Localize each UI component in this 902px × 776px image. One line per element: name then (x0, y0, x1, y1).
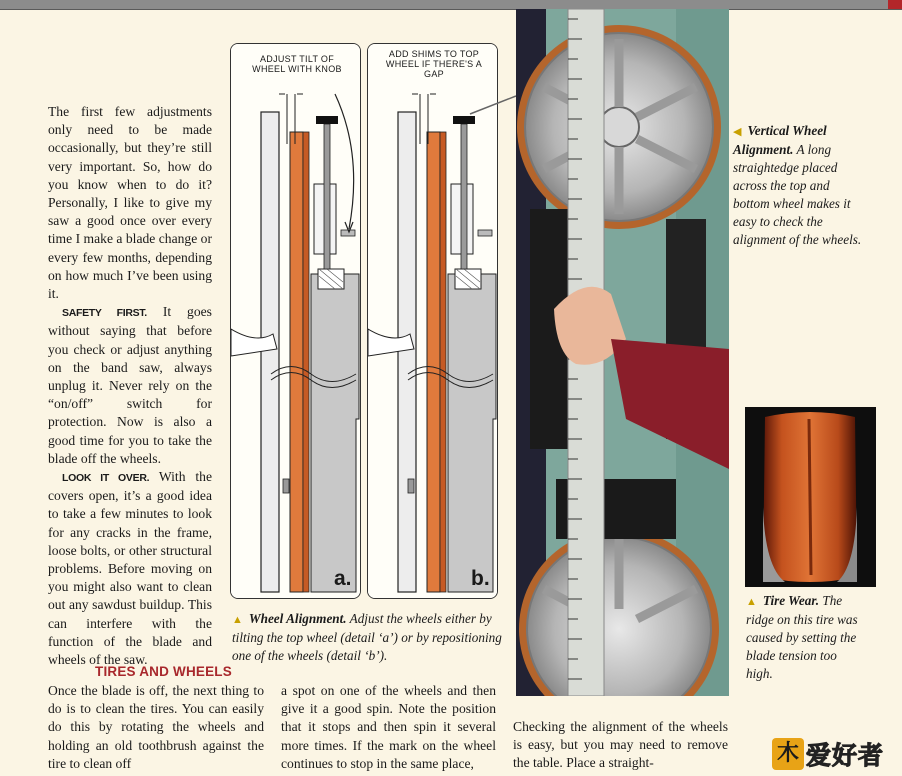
caption-vertical-wheel-alignment (733, 122, 863, 249)
column-left (48, 103, 212, 669)
caption-vertical-title: Vertical Wheel Alignment. (733, 123, 827, 157)
paragraph-intro: The first few adjustments only need to be made occasionally, but they’re still very important. So, how do you know when to do it? Personally, I like to give my saw a good once over every time I make a blade change or every few months, depending on how much I’ve been using it. (48, 104, 212, 302)
caption-tire-title: Tire Wear. (762, 593, 820, 608)
caption-vertical-text: A long straightedge placed across the top and bottom wheel makes it easy to check the alignment of the wheels. (733, 142, 862, 247)
caption-tire-wear (746, 592, 866, 683)
caption-wheel-alignment (232, 610, 502, 665)
paragraph-look-text: With the covers open, it’s a good idea to take a few minutes to look for any cracks in the frame, loose bolts, or other structural problems. Before moving on you might also want to clean out any sawdust buildup. This can interfere with the function of the blade and wheels of the saw. (48, 469, 212, 668)
caption-tire-text: The ridge on this tire was caused by setting the blade tension too high. (746, 593, 858, 681)
caption-left-triangle-icon: ◀ (733, 126, 742, 138)
pointer-line (468, 94, 520, 116)
illustration-a-drawing (231, 44, 360, 598)
illustration-b-drawing (368, 44, 497, 598)
column-bottom-2: a spot on one of the wheels and then give it a good spin. Note the position that it stops and then spin it several more times. If the mark on the wheel continues to stop in the same place, (281, 683, 496, 771)
caption-triangle-icon: ▲ (232, 614, 243, 626)
callout-adjust-tilt: ADJUST TILT OF WHEEL WITH KNOB (247, 54, 347, 74)
column-bottom-3: Checking the alignment of the wheels is easy, but you may need to remove the table. Place a straight- (513, 719, 728, 771)
top-bar-accent (888, 0, 902, 9)
runin-look: LOOK IT OVER. (62, 472, 150, 485)
photo-vertical-wheel-alignment (516, 9, 729, 696)
photo-tire (745, 407, 876, 587)
detail-letter-a: a. (334, 567, 352, 590)
photo-tire-wear (745, 407, 876, 587)
paragraph-look (48, 468, 212, 669)
caption-wheel-text: Adjust the wheels either by tilting the top wheel (detail ‘a’) or by repositioning one of the wheels (detail ‘b’). (232, 611, 502, 663)
callout-add-shims: ADD SHIMS TO TOP WHEEL IF THERE'S A GAP (385, 49, 483, 79)
column-bottom-1: Once the blade is off, the next thing to do is to clean the tires. You can easily do this by rotating the wheels and holding an old toothbrush against the tire to clean off (48, 683, 264, 771)
photo-band-saw (516, 9, 729, 696)
logo-mark: 木 (772, 738, 804, 770)
paragraph-safety (48, 303, 212, 468)
caption-wheel-title: Wheel Alignment. (248, 611, 347, 626)
illustration-panel-a (230, 43, 361, 599)
caption-tire-triangle-icon: ▲ (746, 596, 757, 608)
detail-letter-b: b. (471, 567, 490, 590)
logo-text: 爱好者 (806, 741, 885, 770)
runin-safety: SAFETY FIRST. (62, 307, 147, 320)
section-heading: TIRES AND WHEELS (95, 664, 232, 679)
watermark-logo (772, 736, 894, 772)
illustration-panel-b (367, 43, 498, 599)
paragraph-safety-text: It goes without saying that before you check or adjust anything on the band saw, always unplug it. Never rely on the “on/off” switch for protection. Now is also a good time for you to take the blade off the wheels. (48, 304, 212, 466)
top-bar (0, 0, 902, 10)
